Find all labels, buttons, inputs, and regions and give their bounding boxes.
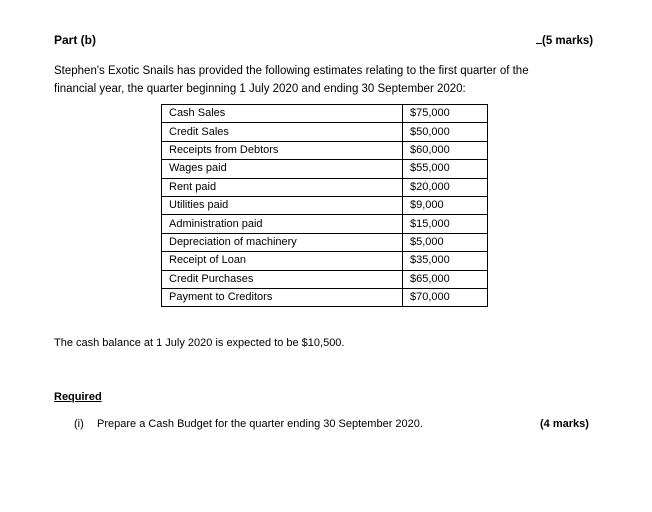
estimate-label: Administration paid (162, 215, 403, 233)
estimate-label: Receipt of Loan (162, 252, 403, 270)
part-marks (536, 33, 593, 47)
table-row (162, 288, 488, 306)
estimate-label: Rent paid (162, 178, 403, 196)
estimates-table (161, 104, 488, 307)
estimate-value: $15,000 (403, 215, 488, 233)
estimate-label: Credit Sales (162, 123, 403, 141)
estimate-value: $9,000 (403, 196, 488, 214)
estimate-label: Wages paid (162, 160, 403, 178)
estimate-value: $5,000 (403, 233, 488, 251)
estimate-value: $75,000 (403, 105, 488, 123)
estimate-value: $50,000 (403, 123, 488, 141)
required-heading: Required (54, 391, 102, 403)
table-row (162, 270, 488, 288)
estimate-value: $35,000 (403, 252, 488, 270)
table-row (162, 252, 488, 270)
table-row (162, 160, 488, 178)
task-marks: (4 marks) (540, 418, 589, 430)
cash-balance-statement: The cash balance at 1 July 2020 is expected to be $10,500. (54, 337, 345, 349)
part-title: Part (b) (54, 33, 96, 47)
estimate-label: Utilities paid (162, 196, 403, 214)
estimate-value: $65,000 (403, 270, 488, 288)
estimate-label: Receipts from Debtors (162, 141, 403, 159)
table-row (162, 141, 488, 159)
task-number: (i) (74, 418, 84, 430)
estimate-label: Credit Purchases (162, 270, 403, 288)
table-row (162, 105, 488, 123)
table-row (162, 196, 488, 214)
estimate-label: Depreciation of machinery (162, 233, 403, 251)
task-text: Prepare a Cash Budget for the quarter ending 30 September 2020. (97, 418, 423, 430)
intro-line-2: financial year, the quarter beginning 1 July 2020 and ending 30 September 2020: (54, 83, 466, 95)
estimate-value: $60,000 (403, 141, 488, 159)
estimates-table-body (162, 105, 488, 307)
estimate-value: $55,000 (403, 160, 488, 178)
estimate-label: Payment to Creditors (162, 288, 403, 306)
estimate-value: $70,000 (403, 288, 488, 306)
table-row (162, 178, 488, 196)
part-marks-label: (5 marks) (542, 35, 594, 47)
table-row (162, 233, 488, 251)
intro-line-1: Stephen's Exotic Snails has provided the following estimates relating to the first quarter of the (54, 65, 529, 77)
table-row (162, 123, 488, 141)
intro-paragraph (54, 62, 594, 98)
estimate-value: $20,000 (403, 178, 488, 196)
table-row (162, 215, 488, 233)
estimate-label: Cash Sales (162, 105, 403, 123)
